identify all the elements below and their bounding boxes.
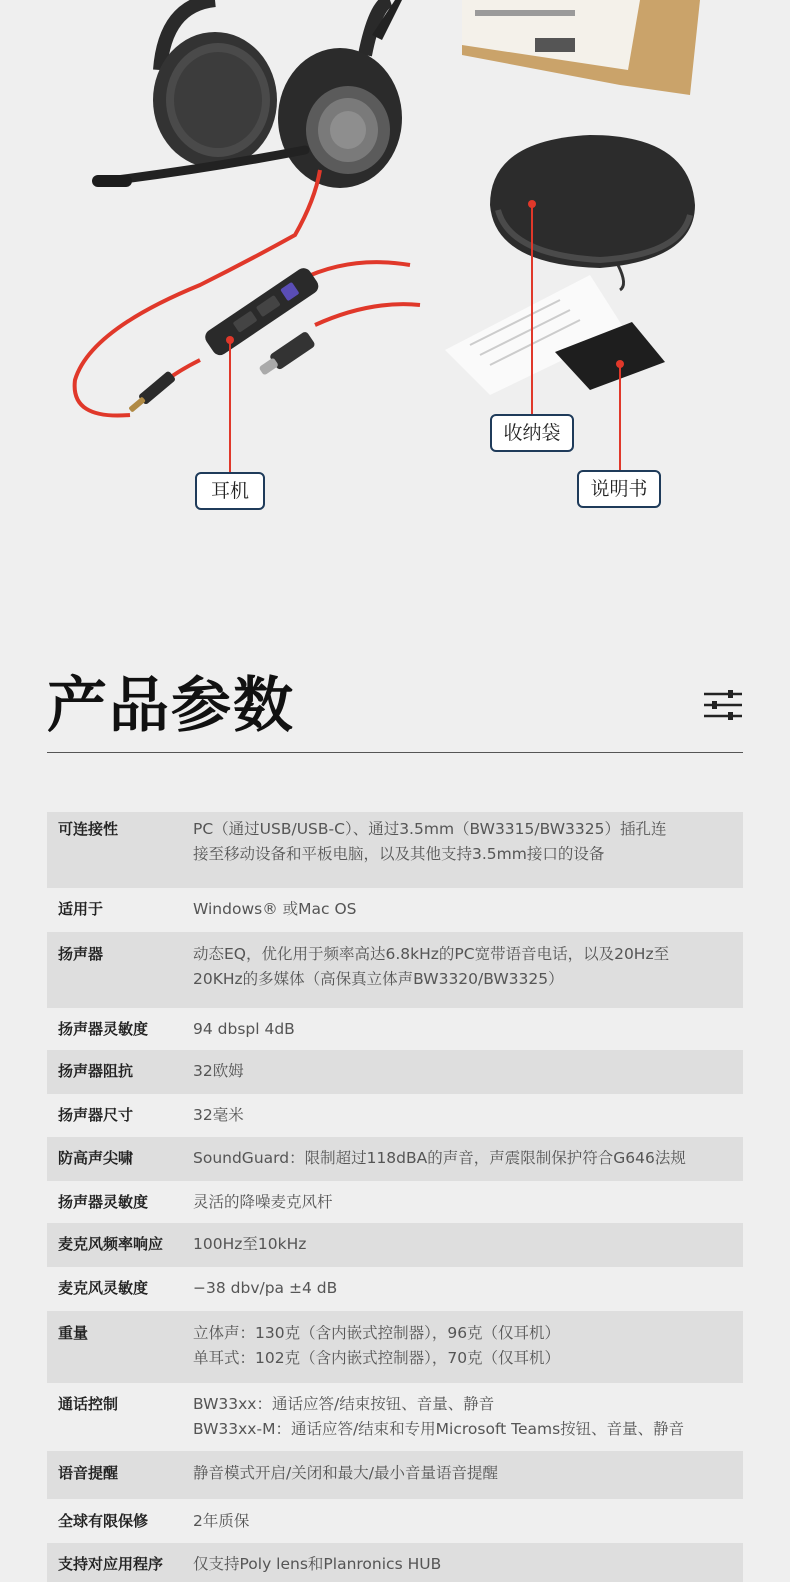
spec-value: SoundGuard：限制超过118dBA的声音，声震限制保护符合G646法规 xyxy=(193,1149,686,1167)
spec-value: 动态EQ，优化用于频率高达6.8kHz的PC宽带语音电话，以及20Hz至 20KHz的多媒体（高保真立体声BW3320/BW3325） xyxy=(193,945,670,988)
spec-row-speaker-sensitivity xyxy=(47,1008,743,1050)
callout-manual: 说明书 xyxy=(577,470,661,508)
spec-value: 灵活的降噪麦克风杆 xyxy=(193,1193,333,1211)
spec-row-compatibility xyxy=(47,888,743,932)
spec-label: 支持对应用程序 xyxy=(58,1555,164,1573)
spec-label: 重量 xyxy=(58,1324,89,1342)
spec-label: 全球有限保修 xyxy=(58,1512,149,1530)
title-divider xyxy=(47,752,743,753)
callout-headset: 耳机 xyxy=(195,472,265,510)
spec-label: 麦克风频率响应 xyxy=(58,1235,164,1253)
section-title: 产品参数 xyxy=(47,671,295,741)
spec-value: PC（通过USB/USB-C）、通过3.5mm（BW3315/BW3325）插孔连 接至移动设备和平板电脑，以及其他支持3.5mm接口的设备 xyxy=(193,820,667,863)
spec-value: 32毫米 xyxy=(193,1106,244,1124)
spec-row-mic-boom xyxy=(47,1181,743,1223)
spec-value: 静音模式开启/关闭和最大/最小音量语音提醒 xyxy=(193,1464,498,1482)
spec-row-soundguard xyxy=(47,1137,743,1181)
spec-value: 32欧姆 xyxy=(193,1062,244,1080)
spec-label: 扬声器灵敏度 xyxy=(58,1193,149,1211)
spec-row-apps xyxy=(47,1543,743,1582)
sliders-icon xyxy=(704,690,742,720)
spec-table xyxy=(47,812,743,1582)
spec-value: Windows® 或Mac OS xyxy=(193,900,357,918)
spec-value: 仅支持Poly lens和Planronics HUB xyxy=(193,1555,442,1573)
spec-row-speaker xyxy=(47,932,743,1008)
callout-pouch: 收纳袋 xyxy=(490,414,574,452)
spec-row-connectivity xyxy=(47,812,743,888)
spec-value: 2年质保 xyxy=(193,1512,250,1530)
spec-label: 扬声器尺寸 xyxy=(58,1106,134,1124)
spec-label: 适用于 xyxy=(58,900,104,918)
spec-label: 麦克风灵敏度 xyxy=(58,1279,149,1297)
spec-value: BW33xx：通话应答/结束按钮、音量、静音 BW33xx-M：通话应答/结束和专用Microsoft Teams按钮、音量、静音 xyxy=(193,1395,685,1438)
spec-label: 语音提醒 xyxy=(58,1464,119,1482)
spec-row-mic-frequency xyxy=(47,1223,743,1267)
spec-row-voice-alerts xyxy=(47,1451,743,1499)
product-illustration xyxy=(0,0,790,560)
spec-value: 100Hz至10kHz xyxy=(193,1235,307,1253)
spec-row-impedance xyxy=(47,1050,743,1094)
spec-row-warranty xyxy=(47,1499,743,1543)
spec-label: 扬声器 xyxy=(58,945,104,963)
spec-row-call-control xyxy=(47,1383,743,1451)
spec-label: 扬声器阻抗 xyxy=(58,1062,134,1080)
spec-value: 94 dbspl 4dB xyxy=(193,1020,295,1038)
spec-label: 防高声尖啸 xyxy=(58,1149,134,1167)
spec-row-weight xyxy=(47,1311,743,1383)
package-contents-image xyxy=(0,0,790,560)
spec-value: −38 dbv/pa ±4 dB xyxy=(193,1279,338,1297)
spec-row-mic-sensitivity xyxy=(47,1267,743,1311)
spec-label: 可连接性 xyxy=(58,820,119,838)
spec-label: 通话控制 xyxy=(58,1395,119,1413)
spec-row-speaker-size xyxy=(47,1094,743,1137)
spec-label: 扬声器灵敏度 xyxy=(58,1020,149,1038)
spec-value: 立体声：130克（含内嵌式控制器），96克（仅耳机） 单耳式：102克（含内嵌式控制器），70克（仅耳机） xyxy=(193,1324,561,1367)
